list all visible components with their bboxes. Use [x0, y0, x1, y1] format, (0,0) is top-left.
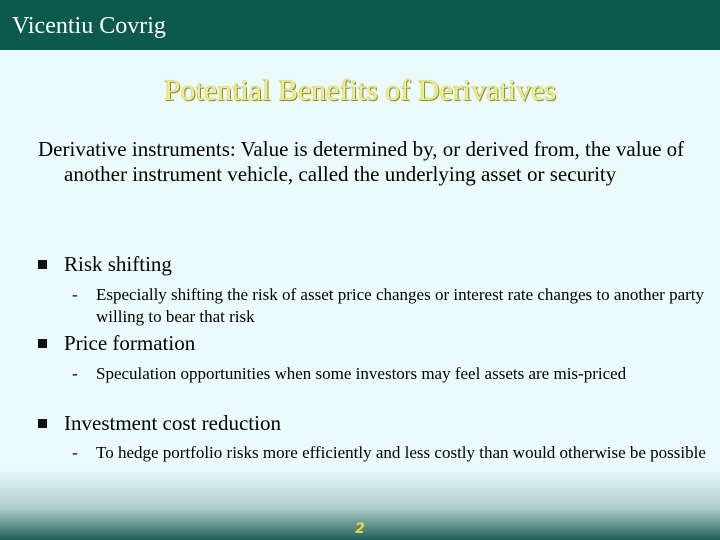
dash-marker: -: [72, 364, 78, 383]
dash-marker: -: [72, 285, 78, 304]
sub-bullet-text: To hedge portfolio risks more efficiently and less costly than would otherwise be possible: [96, 443, 706, 462]
bullet-label: Risk shifting: [64, 252, 172, 276]
square-bullet-icon: [38, 419, 47, 428]
header-bar: [0, 0, 720, 50]
sub-bullet-text: Speculation opportunities when some investors may feel assets are mis-priced: [96, 364, 627, 383]
slide-title: Potential Benefits of Derivatives: [163, 74, 557, 107]
intro-paragraph: Derivative instruments: Value is determined by, or derived from, the value of another instrument vehicle, called the underlying asset or security: [38, 137, 685, 186]
bullet-price-formation: [38, 331, 698, 356]
square-bullet-icon: [38, 260, 47, 269]
sub-bullet-risk-shifting: [72, 284, 712, 328]
square-bullet-icon: [38, 339, 47, 348]
page-number: 2: [355, 521, 365, 537]
bullet-label: Investment cost reduction: [64, 411, 281, 435]
bullet-risk-shifting: [38, 252, 698, 277]
sub-bullet-price-formation: [72, 363, 712, 385]
sub-bullet-text: Especially shifting the risk of asset price changes or interest rate changes to another party willing to bear that risk: [96, 285, 705, 326]
sub-bullet-investment-cost-reduction: [72, 442, 712, 464]
bullet-label: Price formation: [64, 331, 196, 355]
author-name: Vicentiu Covrig: [12, 13, 166, 39]
dash-marker: -: [72, 443, 78, 462]
bullet-investment-cost-reduction: [38, 411, 698, 436]
